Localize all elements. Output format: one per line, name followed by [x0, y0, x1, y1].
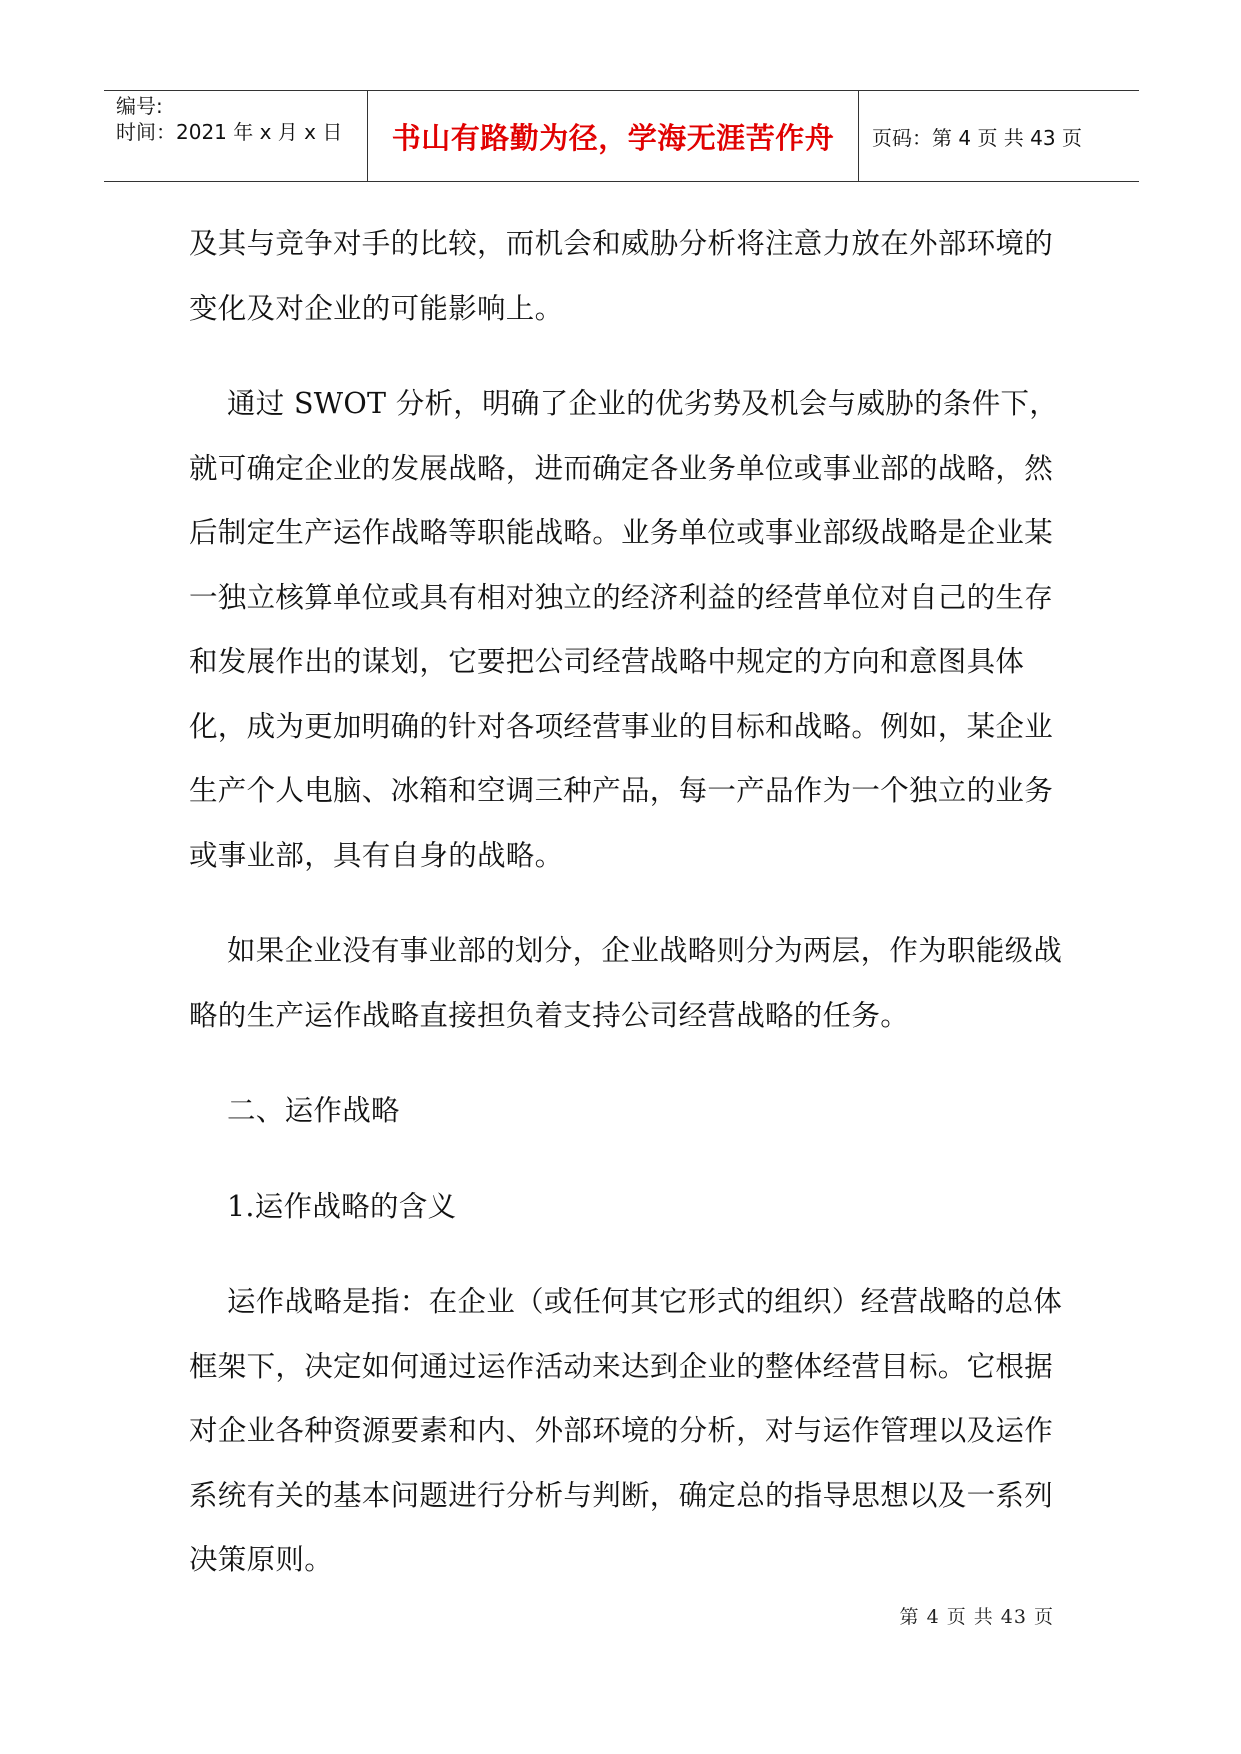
paragraph-continuation: 及其与竞争对手的比较，而机会和威胁分析将注意力放在外部环境的变化及对企业的可能影响上。 — [189, 227, 1054, 325]
subsection-heading: 1.运作战略的含义 — [227, 1189, 457, 1223]
header-meta — [116, 93, 366, 145]
page-header — [104, 90, 1139, 182]
header-motto: 书山有路勤为径，学海无涯苦作舟 — [391, 120, 835, 155]
page-footer: 第 4 页 共 43 页 — [899, 1606, 1054, 1628]
header-divider — [858, 91, 859, 181]
document-body — [189, 212, 1064, 1593]
document-time-label: 时间：2021 年 x 月 x 日 — [116, 120, 343, 144]
paragraph-swot: 通过 SWOT 分析，明确了企业的优劣势及机会与威胁的条件下，就可确定企业的发展战略，进而确定各业务单位或事业部的战略，然后制定生产运作战略等职能战略。业务单位或事业部级战略是企业某一独立核算单位或具有相对独立的经济利益的经营单位对自己的生存和发展作出的谋划，它要把公司经营战略中规定的方向和意图具体化，成为更加明确的针对各项经营事业的目标和战略。例如，某企业生产个人电脑、冰箱和空调三种产品，每一产品作为一个独立的业务或事业部，具有自身的战略。 — [189, 387, 1059, 872]
section-heading: 二、运作战略 — [227, 1094, 400, 1127]
header-page-info: 页码：第 4 页 共 43 页 — [872, 125, 1082, 150]
paragraph-definition: 运作战略是指：在企业（或任何其它形式的组织）经营战略的总体框架下，决定如何通过运作活动来达到企业的整体经营目标。它根据对企业各种资源要素和内、外部环境的分析，对与运作管理以及运作系统有关的基本问题进行分析与判断，确定总的指导思想以及一系列决策原则。 — [189, 1285, 1063, 1576]
document-number-label: 编号: — [116, 94, 163, 118]
paragraph-no-division: 如果企业没有事业部的划分，企业战略则分为两层，作为职能级战略的生产运作战略直接担负着支持公司经营战略的任务。 — [189, 934, 1063, 1032]
